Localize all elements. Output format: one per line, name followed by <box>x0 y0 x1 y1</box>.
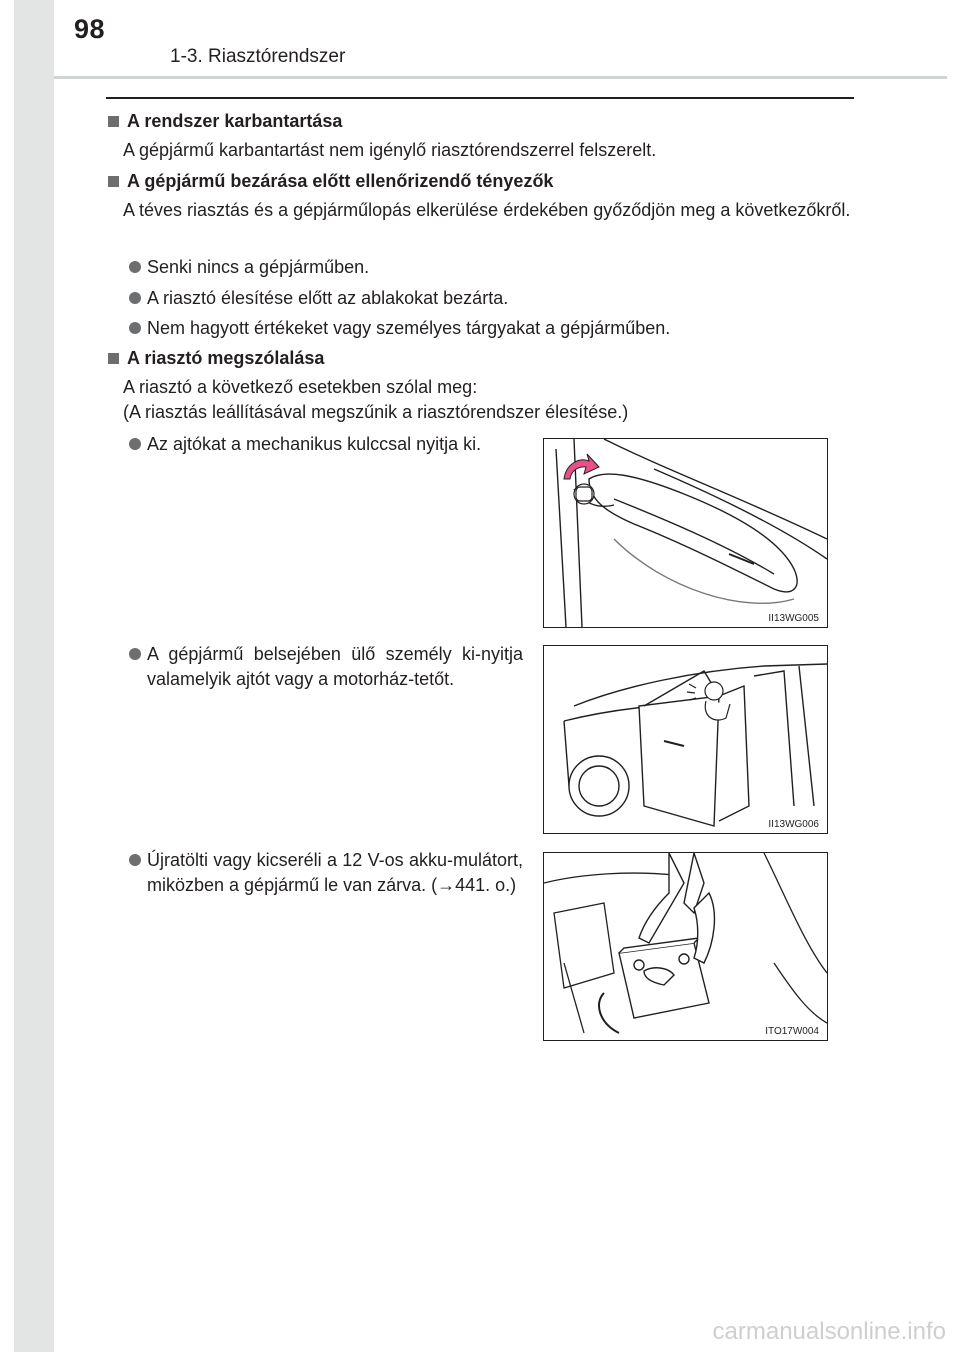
section-heading: A riasztó megszólalása <box>127 348 325 368</box>
list-item: A riasztó élesítése előtt az ablakokat bezárta. <box>129 286 854 311</box>
open-door-illustration-icon <box>544 646 827 833</box>
section-paragraph: A téves riasztás és a gépjárműlopás elkerülése érdekében győződjön meg a következőkről. <box>123 200 851 220</box>
section-heading: A gépjármű bezárása előtt ellenőrizendő tényezők <box>127 171 554 191</box>
content-top-rule <box>106 97 854 99</box>
circle-bullet-icon <box>129 438 141 450</box>
section-paragraph-line: (A riasztás leállításával megszűnik a riasztórendszer élesítése.) <box>123 402 629 422</box>
circle-bullet-icon <box>129 261 141 273</box>
section-alarm-triggers <box>106 347 854 425</box>
figure-battery <box>543 852 828 1041</box>
section-title: 1-3. Riasztórendszer <box>170 46 346 67</box>
list-item: A gépjármű belsejében ülő személy ki-nyitja valamelyik ajtót vagy a motorház-tetőt. <box>129 642 523 692</box>
figure-open-door <box>543 645 828 834</box>
list-item: Nem hagyott értékeket vagy személyes tárgyakat a gépjárműben. <box>129 316 854 341</box>
header-rule <box>54 76 947 79</box>
circle-bullet-icon <box>129 854 141 866</box>
circle-bullet-icon <box>129 292 141 304</box>
page-number: 98 <box>74 14 106 44</box>
square-bullet-icon <box>108 116 119 127</box>
square-bullet-icon <box>108 176 119 187</box>
list-item: Az ajtókat a mechanikus kulccsal nyitja ki. <box>129 432 523 457</box>
section-paragraph: A gépjármű karbantartást nem igénylő riasztórendszerrel felszerelt. <box>123 140 657 160</box>
list-item: Újratölti vagy kicseréli a 12 V-os akku-mulátort, miközben a gépjármű le van zárva. (→441. o.) <box>129 848 523 898</box>
section-before-locking <box>106 170 854 223</box>
circle-bullet-icon <box>129 648 141 660</box>
section-paragraph-line: A riasztó a következő esetekben szólal meg: <box>123 377 478 397</box>
watermark: carmanualsonline.info <box>712 1318 946 1345</box>
figure-door-key <box>543 438 828 628</box>
figure-code: II13WG005 <box>768 613 819 624</box>
square-bullet-icon <box>108 353 119 364</box>
battery-illustration-icon <box>544 853 827 1040</box>
figure-code: II13WG006 <box>768 819 819 830</box>
section-heading: A rendszer karbantartása <box>127 111 343 131</box>
list-item: Senki nincs a gépjárműben. <box>129 255 854 280</box>
door-key-illustration-icon <box>544 439 827 627</box>
figure-code: ITO17W004 <box>765 1026 819 1037</box>
section-maintenance <box>106 110 854 163</box>
page-margin-strip <box>14 0 54 1352</box>
circle-bullet-icon <box>129 322 141 334</box>
